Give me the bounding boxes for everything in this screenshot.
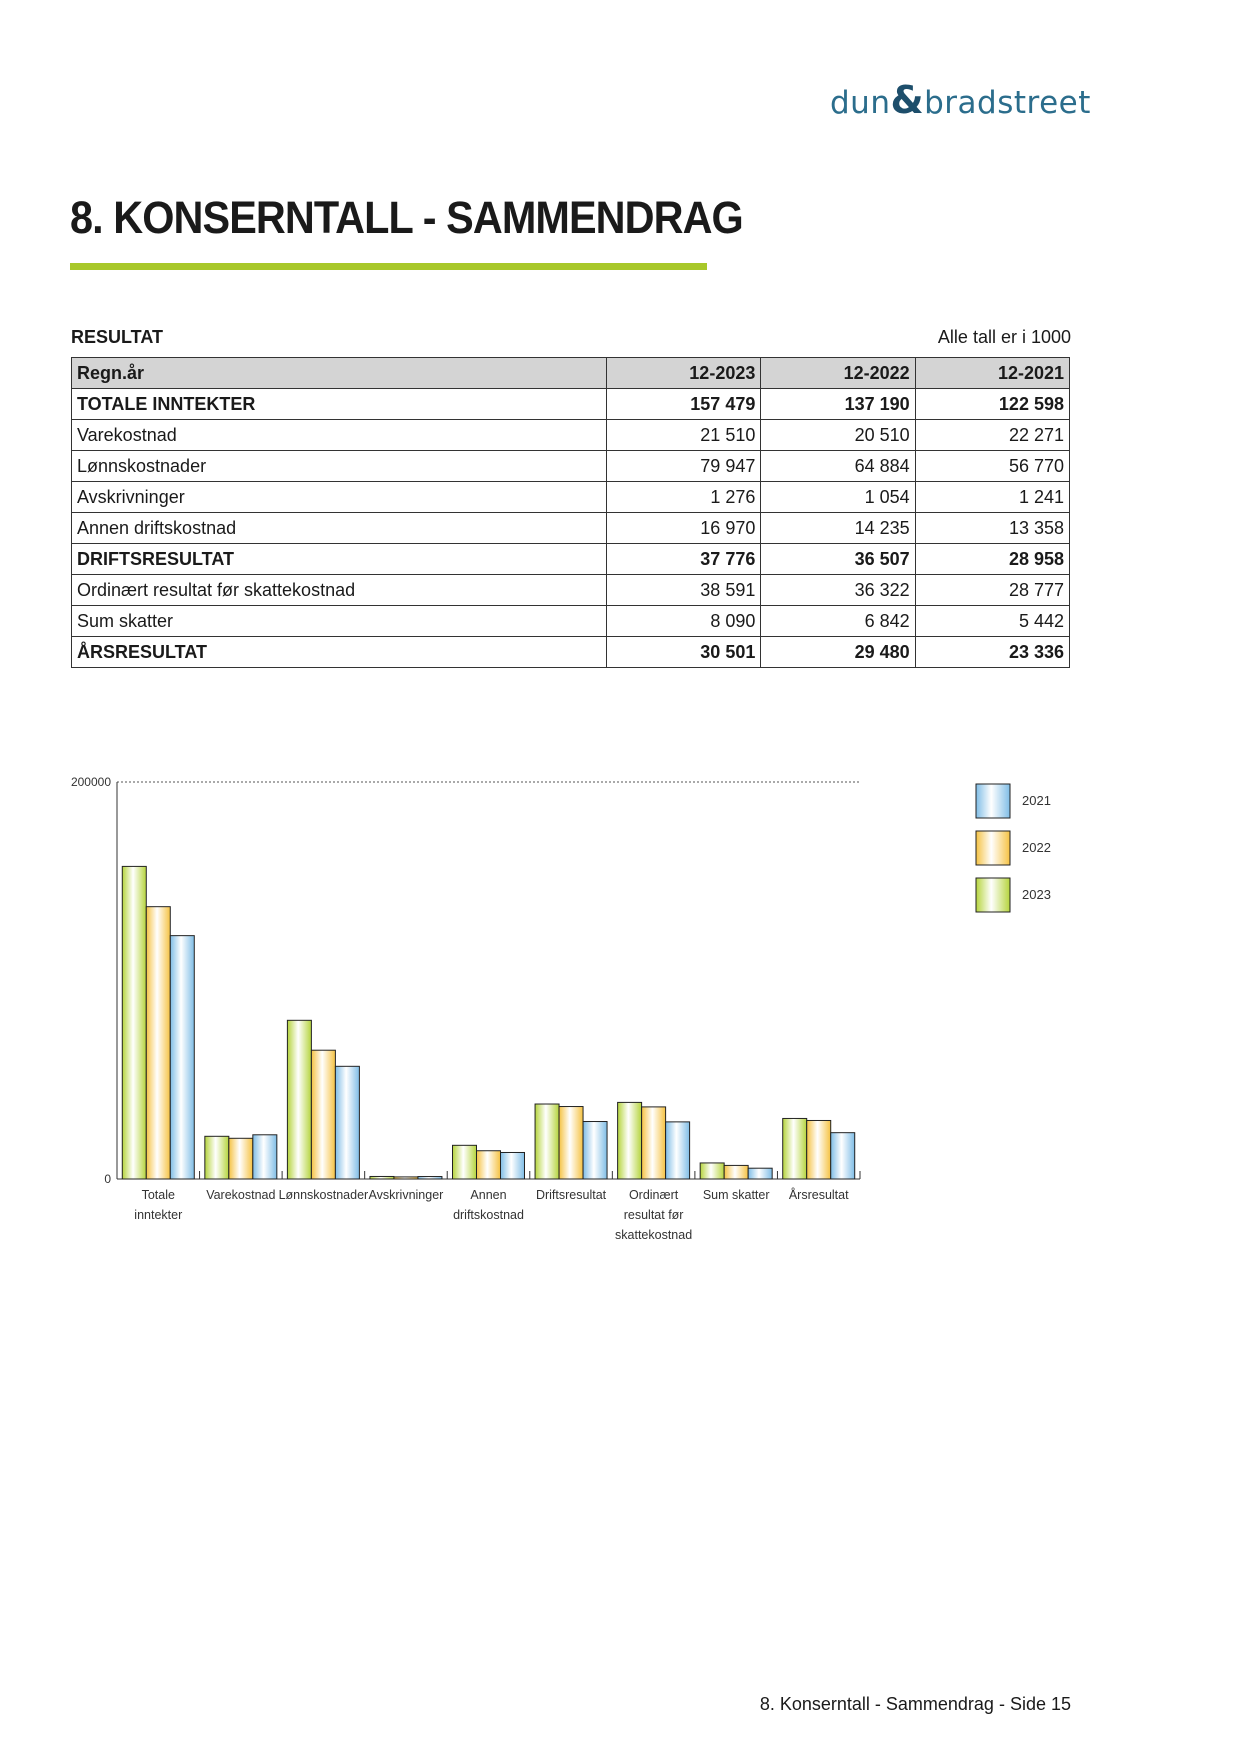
row-label: Lønnskostnader	[72, 451, 607, 482]
header-cell: Regn.år	[72, 358, 607, 389]
bar	[618, 1102, 642, 1179]
x-tick-label: skattekostnad	[615, 1228, 693, 1242]
table-row	[72, 544, 1070, 575]
row-label: ÅRSRESULTAT	[72, 637, 607, 668]
bar	[229, 1138, 253, 1179]
bar	[287, 1020, 311, 1179]
row-value: 79 947	[607, 451, 761, 482]
row-value: 28 777	[915, 575, 1069, 606]
bar	[501, 1152, 525, 1179]
table-row	[72, 637, 1070, 668]
table-header-row	[72, 358, 1070, 389]
table-row	[72, 606, 1070, 637]
row-value: 28 958	[915, 544, 1069, 575]
row-value: 37 776	[607, 544, 761, 575]
bar	[642, 1107, 666, 1179]
x-tick-label: Ordinært	[628, 1188, 679, 1202]
row-value: 137 190	[761, 389, 915, 420]
legend-swatch	[976, 784, 1010, 818]
legend-label: 2023	[1022, 887, 1051, 902]
bar	[724, 1165, 748, 1179]
x-tick-label: Varekostnad	[206, 1188, 276, 1202]
row-label: TOTALE INNTEKTER	[72, 389, 607, 420]
bar	[477, 1151, 501, 1179]
legend-swatch	[976, 878, 1010, 912]
bar	[122, 866, 146, 1179]
row-value: 30 501	[607, 637, 761, 668]
header-cell: 12-2022	[761, 358, 915, 389]
row-value: 29 480	[761, 637, 915, 668]
table-row	[72, 575, 1070, 606]
logo-text-bradstreet: bradstreet	[924, 85, 1091, 121]
bar	[205, 1136, 229, 1179]
page-footer: 8. Konserntall - Sammendrag - Side 15	[759, 1694, 1071, 1714]
y-tick-label: 0	[104, 1172, 111, 1186]
x-tick-label: Annen	[470, 1188, 507, 1202]
row-value: 6 842	[761, 606, 915, 637]
bar	[170, 936, 194, 1179]
bar	[583, 1122, 607, 1179]
row-value: 38 591	[607, 575, 761, 606]
bar	[370, 1176, 394, 1179]
x-tick-label: Lønnskostnader	[278, 1188, 369, 1202]
bar	[394, 1177, 418, 1179]
row-value: 23 336	[915, 637, 1069, 668]
row-value: 16 970	[607, 513, 761, 544]
row-value: 64 884	[761, 451, 915, 482]
legend-label: 2021	[1022, 793, 1051, 808]
row-label: Ordinært resultat før skattekostnad	[72, 575, 607, 606]
row-value: 36 507	[761, 544, 915, 575]
bar	[807, 1120, 831, 1179]
row-value: 14 235	[761, 513, 915, 544]
bar	[253, 1135, 277, 1179]
row-value: 56 770	[915, 451, 1069, 482]
bar	[559, 1107, 583, 1179]
bar	[535, 1104, 559, 1179]
x-tick-label: Totale	[141, 1188, 175, 1202]
legend-label: 2022	[1022, 840, 1051, 855]
row-value: 5 442	[915, 606, 1069, 637]
x-tick-label: inntekter	[134, 1208, 183, 1222]
section-label: RESULTAT	[71, 327, 163, 347]
table-row	[72, 420, 1070, 451]
x-tick-label: driftskostnad	[453, 1208, 524, 1222]
row-value: 1 241	[915, 482, 1069, 513]
x-tick-label: resultat før	[623, 1208, 684, 1222]
x-tick-label: Avskrivninger	[368, 1188, 444, 1202]
bar	[311, 1050, 335, 1179]
row-value: 1 276	[607, 482, 761, 513]
table-row	[72, 482, 1070, 513]
legend-swatch	[976, 831, 1010, 865]
logo-text-dun: dun	[830, 85, 891, 121]
row-label: DRIFTSRESULTAT	[72, 544, 607, 575]
row-value: 8 090	[607, 606, 761, 637]
table-row	[72, 389, 1070, 420]
page-title: 8. KONSERNTALL - SAMMENDRAG	[70, 192, 743, 243]
row-value: 36 322	[761, 575, 915, 606]
row-value: 1 054	[761, 482, 915, 513]
bar	[748, 1168, 772, 1179]
row-value: 22 271	[915, 420, 1069, 451]
row-value: 122 598	[915, 389, 1069, 420]
x-tick-label: Årsresultat	[788, 1188, 849, 1202]
results-bar-chart	[70, 770, 1080, 1320]
title-underline	[70, 263, 707, 270]
bar	[831, 1133, 855, 1179]
bar	[335, 1066, 359, 1179]
x-tick-label: Sum skatter	[702, 1188, 770, 1202]
bar	[418, 1177, 442, 1179]
y-tick-label: 200000	[70, 775, 111, 789]
table-row	[72, 513, 1070, 544]
dun-bradstreet-logo	[830, 78, 1091, 128]
results-table	[71, 357, 1070, 668]
bar	[146, 907, 170, 1179]
x-tick-label: Driftsresultat	[535, 1188, 607, 1202]
unit-note: Alle tall er i 1000	[937, 327, 1071, 347]
bar	[783, 1118, 807, 1179]
header-cell: 12-2021	[915, 358, 1069, 389]
row-value: 20 510	[761, 420, 915, 451]
row-label: Varekostnad	[72, 420, 607, 451]
bar	[700, 1163, 724, 1179]
row-label: Avskrivninger	[72, 482, 607, 513]
row-value: 13 358	[915, 513, 1069, 544]
row-value: 157 479	[607, 389, 761, 420]
row-label: Annen driftskostnad	[72, 513, 607, 544]
logo-ampersand: &	[890, 78, 925, 122]
bar	[666, 1122, 690, 1179]
row-label: Sum skatter	[72, 606, 607, 637]
header-cell: 12-2023	[607, 358, 761, 389]
row-value: 21 510	[607, 420, 761, 451]
bar	[453, 1145, 477, 1179]
table-row	[72, 451, 1070, 482]
